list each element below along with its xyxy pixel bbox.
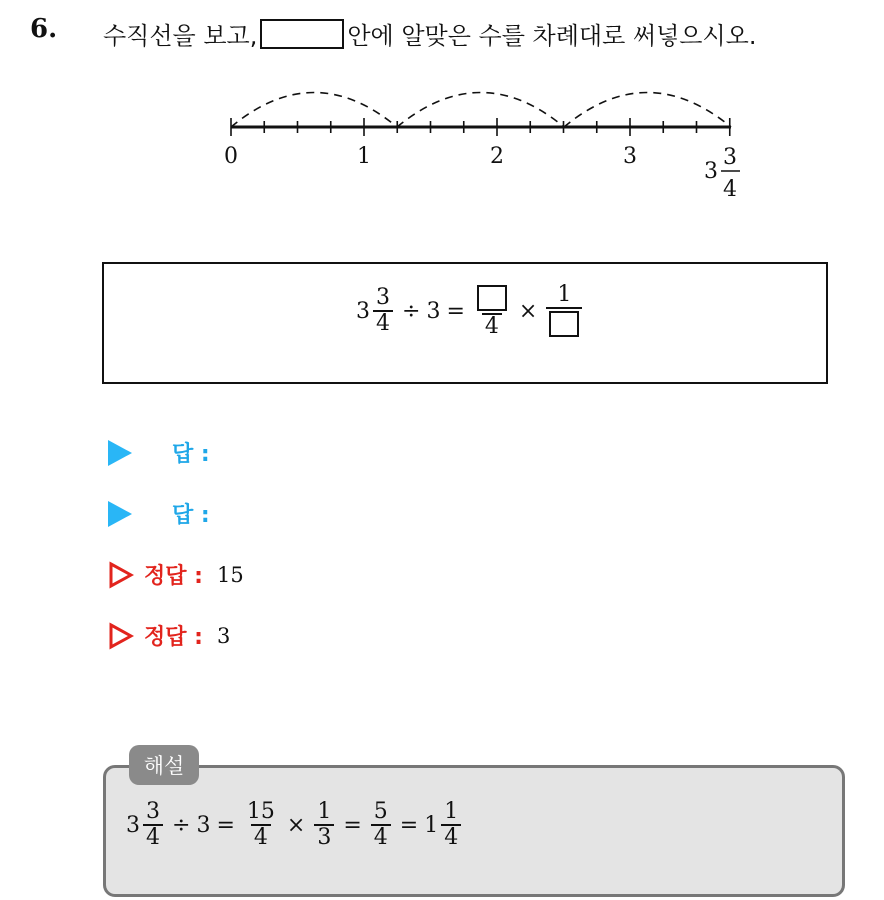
- correct-value-1: 15: [216, 562, 244, 587]
- eq-frac2-num: 1: [557, 282, 572, 307]
- question-number: 6.: [30, 14, 58, 44]
- ex-divisor: 3: [196, 812, 211, 838]
- answer-label-1: 답 :: [172, 442, 210, 467]
- explanation-equation: [126, 800, 464, 850]
- play-arrow-icon: [108, 501, 132, 527]
- tick-label-0: 0: [224, 144, 238, 169]
- outline-arrow-icon: [108, 561, 134, 589]
- outline-arrow-icon: [108, 622, 134, 650]
- ex-whole: 3: [126, 812, 140, 838]
- eq-den: 4: [373, 310, 393, 336]
- ex-frac3-den: 4: [371, 824, 391, 850]
- ex-mixed-whole: 1: [424, 812, 439, 838]
- ex-frac3-num: 5: [373, 799, 388, 824]
- tick-label-1: 1: [357, 144, 371, 169]
- equation: [356, 283, 585, 339]
- ex-frac4-num: 1: [444, 799, 459, 824]
- ex-frac0-num: 3: [146, 799, 160, 824]
- eq-frac2: [546, 283, 582, 339]
- jump-arc-3: [564, 93, 731, 128]
- correct-value-2: 3: [216, 623, 231, 648]
- eq-whole: 3: [356, 298, 370, 324]
- tick-label-end-den: 4: [723, 177, 737, 202]
- eq-equals: =: [446, 298, 465, 324]
- correct-label-2: 정답 :: [144, 625, 203, 650]
- ex-frac3: [371, 800, 391, 850]
- tick-label-2: 2: [490, 144, 504, 169]
- ex-frac0-den: 4: [143, 824, 163, 850]
- number-line-labels: [224, 144, 740, 202]
- eq-times: ×: [518, 298, 538, 324]
- ex-eq3: =: [399, 812, 419, 838]
- question-text-before: 수직선을 보고,: [103, 22, 258, 50]
- jump-arc-2: [397, 93, 564, 128]
- eq-frac1: [474, 283, 510, 339]
- eq-fraction: [373, 286, 393, 336]
- tick-label-3: 3: [623, 144, 637, 169]
- ex-div-op: ÷: [172, 812, 191, 838]
- answer-row-1: [108, 437, 210, 468]
- eq-frac1-den: 4: [482, 313, 502, 339]
- ex-eq2: =: [343, 812, 362, 838]
- ex-frac4: [441, 800, 461, 850]
- question-text-after: 안에 알맞은 수를 차례대로 써넣으시오.: [347, 22, 757, 50]
- tick-label-end-whole: 3: [704, 159, 718, 184]
- blank-box-icon: [477, 285, 507, 311]
- eq-div-op: ÷: [402, 298, 421, 324]
- explanation-tab: 해설: [129, 745, 199, 785]
- answer-row-2: [108, 498, 210, 529]
- ex-frac0: [143, 800, 163, 850]
- ex-frac2-den: 3: [314, 824, 334, 850]
- ex-eq1: =: [216, 812, 235, 838]
- answer-label-2: 답 :: [172, 503, 210, 528]
- eq-divisor: 3: [426, 298, 441, 324]
- play-arrow-icon: [108, 440, 132, 466]
- number-line: [0, 0, 884, 220]
- ex-frac4-den: 4: [441, 824, 461, 850]
- eq-frac1-num-blank: [474, 283, 510, 313]
- jump-arc-1: [231, 93, 397, 128]
- number-line-arcs: [231, 93, 731, 128]
- ex-frac2-num: 1: [317, 799, 332, 824]
- ex-frac1: [244, 800, 278, 850]
- ex-frac1-num: 15: [246, 799, 275, 824]
- eq-num: 3: [376, 284, 390, 310]
- correct-label-1: 정답 :: [144, 564, 203, 589]
- correct-row-2: [108, 620, 230, 651]
- eq-frac2-den-blank: [546, 307, 582, 339]
- tick-label-end-num: 3: [723, 145, 737, 170]
- blank-box-icon: [549, 311, 579, 337]
- ex-times: ×: [286, 812, 306, 838]
- ex-frac2: [314, 800, 334, 850]
- correct-row-1: [108, 559, 244, 590]
- ex-frac1-den: 4: [251, 824, 271, 850]
